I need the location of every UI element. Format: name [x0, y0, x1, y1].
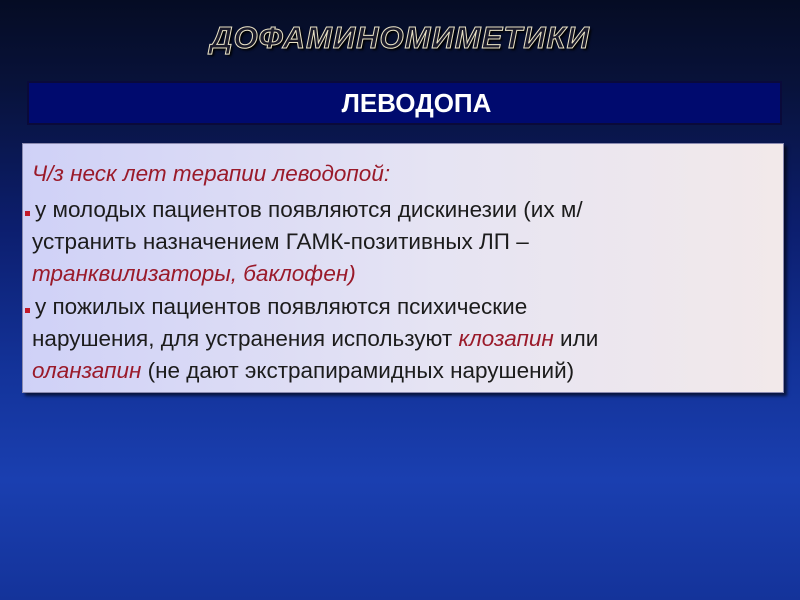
bullet-marker-1 — [25, 211, 30, 216]
bullet1-line3: транквилизаторы, баклофен) — [32, 261, 356, 286]
bullet2-line3-suffix: (не дают экстрапирамидных нарушений) — [141, 358, 575, 383]
banner-label: ЛЕВОДОПА — [341, 87, 492, 118]
content-box — [22, 143, 784, 393]
drug-clozapine: клозапин — [458, 326, 554, 351]
bullet2-line1: у пожилых пациентов появляются психические — [35, 294, 528, 319]
bullet2-line2-prefix: нарушения, для устранения используют — [32, 326, 459, 351]
slide-title: ДОФАМИНОМИМЕТИКИ — [210, 20, 590, 55]
bullet-marker-2 — [25, 308, 30, 313]
bullet2-line3 — [32, 355, 574, 387]
section-banner — [27, 81, 782, 125]
bullet1-line2: устранить назначением ГАМК-позитивных ЛП – — [32, 229, 529, 254]
drug-olanzapine: оланзапин — [32, 358, 142, 383]
intro-text: Ч/з неск лет терапии леводопой: — [32, 161, 391, 186]
bullet1-line1: у молодых пациентов появляются дискинезии (их м/ — [35, 197, 583, 222]
bullet2-line2-suffix: или — [553, 326, 599, 351]
bullet2-line2 — [32, 323, 598, 355]
